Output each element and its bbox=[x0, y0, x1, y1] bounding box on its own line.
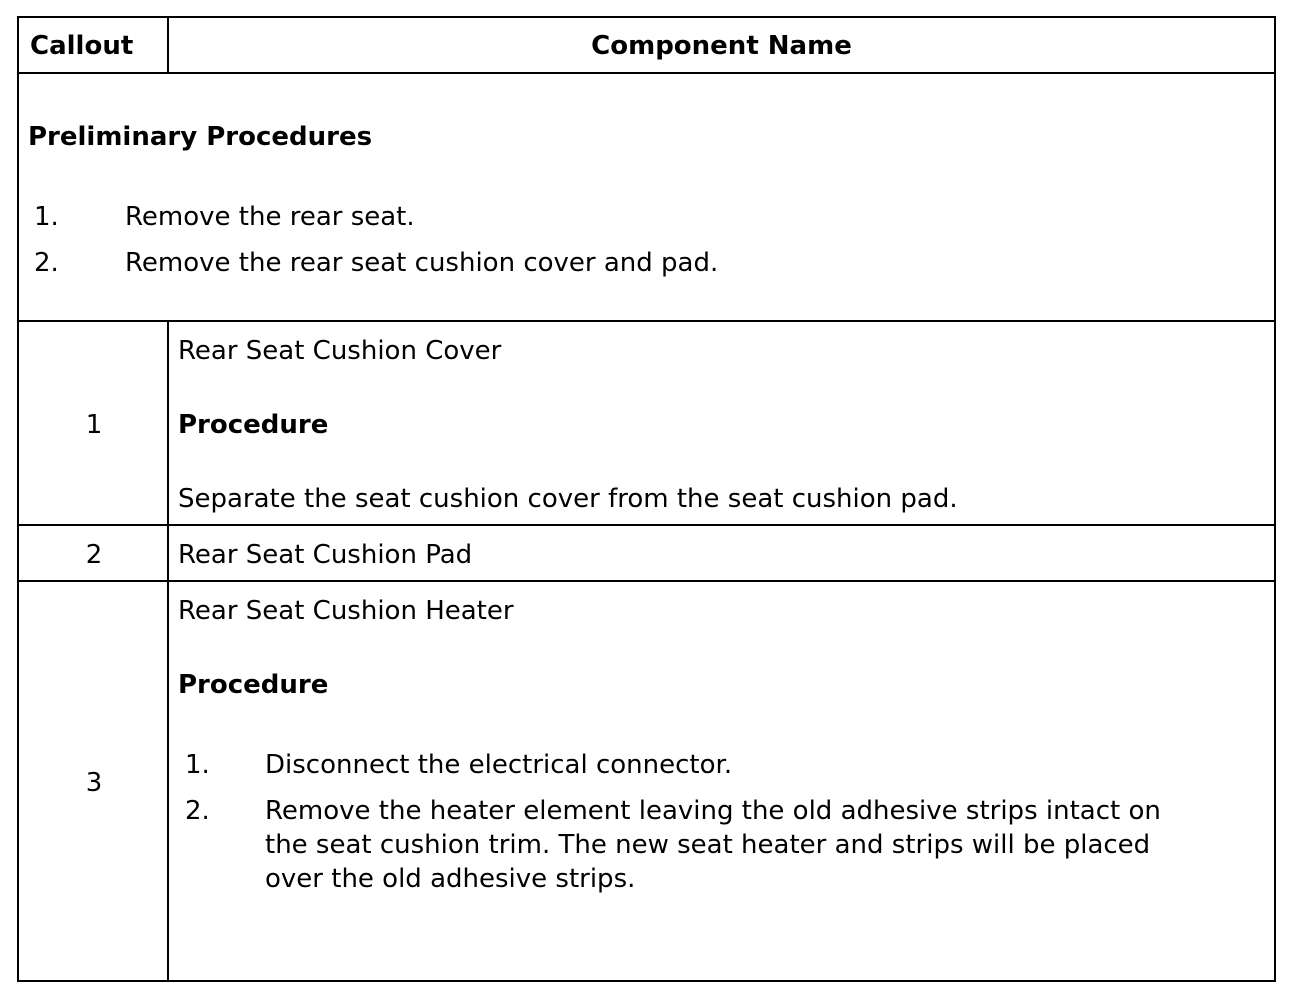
preliminary-step-number: 2. bbox=[34, 248, 59, 278]
procedure-step-text: Remove the heater element leaving the old adhesive strips intact on the seat cushion trim. The new seat heater and strips will be placed over the old adhesive strips. bbox=[265, 796, 1161, 894]
header-divider bbox=[19, 72, 1274, 74]
procedure-label: Procedure bbox=[178, 410, 329, 440]
header-component-name: Component Name bbox=[591, 31, 852, 61]
header-callout: Callout bbox=[30, 31, 134, 61]
callout-number: 1 bbox=[85, 410, 103, 440]
component-table bbox=[17, 16, 1276, 982]
preliminary-step-text: Remove the rear seat. bbox=[125, 202, 415, 232]
preliminary-title: Preliminary Procedures bbox=[28, 122, 373, 152]
procedure-label: Procedure bbox=[178, 670, 329, 700]
procedure-text: Separate the seat cushion cover from the seat cushion pad. bbox=[178, 484, 958, 514]
component-name: Rear Seat Cushion Cover bbox=[178, 336, 502, 366]
preliminary-step-number: 1. bbox=[34, 202, 59, 232]
component-name: Rear Seat Cushion Heater bbox=[178, 596, 514, 626]
row-1-divider bbox=[19, 524, 1274, 526]
procedure-step-number: 1. bbox=[185, 750, 210, 780]
preliminary-step-text: Remove the rear seat cushion cover and pad. bbox=[125, 248, 719, 278]
procedure-step-text: Disconnect the electrical connector. bbox=[265, 750, 733, 780]
procedure-step-number: 2. bbox=[185, 796, 210, 826]
callout-number: 2 bbox=[85, 540, 103, 570]
callout-number: 3 bbox=[85, 768, 103, 798]
preliminary-divider bbox=[19, 320, 1274, 322]
row-2-divider bbox=[19, 580, 1274, 582]
component-name: Rear Seat Cushion Pad bbox=[178, 540, 473, 570]
